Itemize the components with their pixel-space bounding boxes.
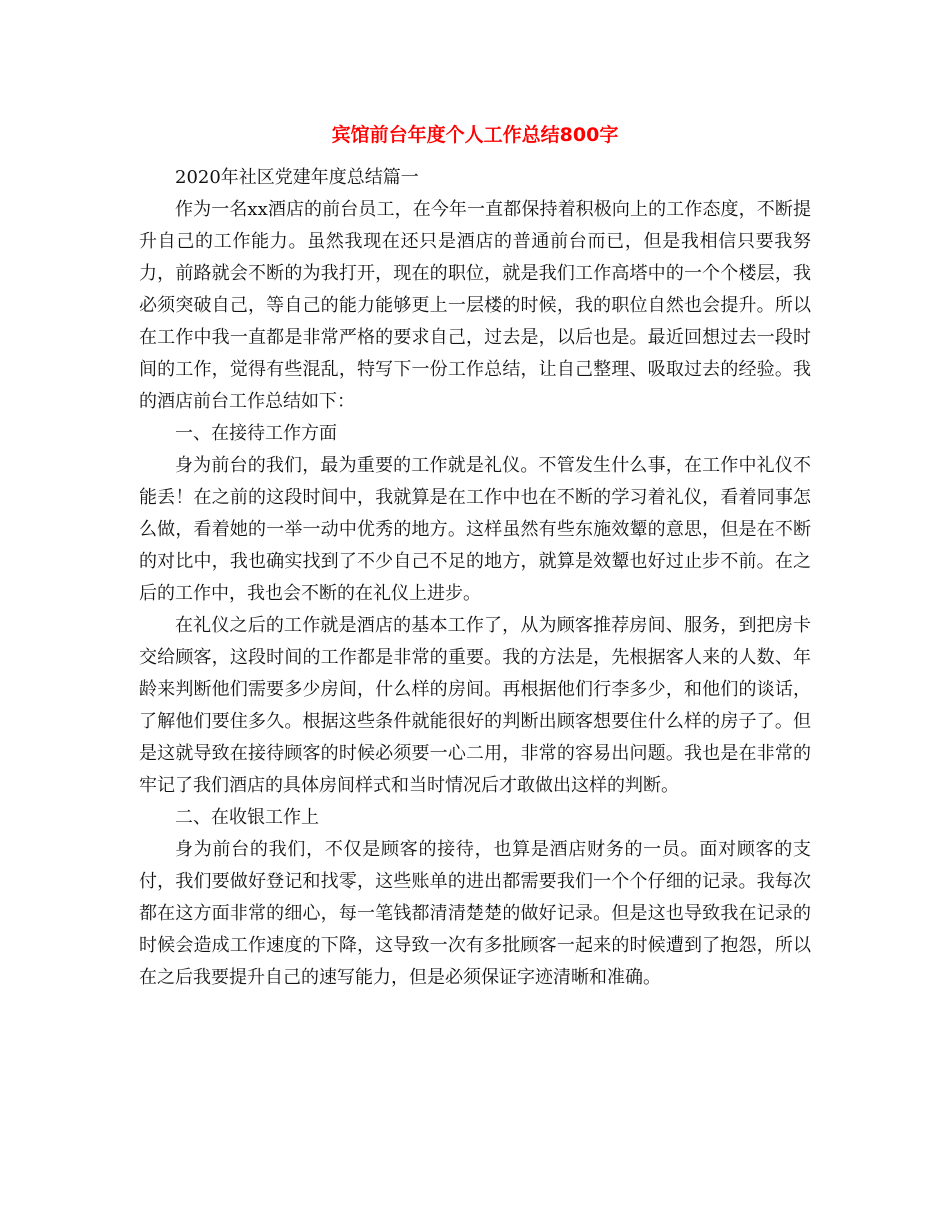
section-heading: 一、在接待工作方面 [175,423,337,444]
body-paragraph: 身为前台的我们，不仅是顾客的接待，也算是酒店财务的一员。面对顾客的支付，我们要做好登记和找零，这些账单的进出都需要我们一个个仔细的记录。我每次都在这方面非常的细心，每一笔钱都清清楚楚的做好记录。但是这也导致我在记录的时候会造成工作速度的下降，这导致一次有多批顾客一起来的时候遭到了抱怨，所以在之后我要提升自己的速写能力，但是必须保证字迹清晰和准确。 [139,839,811,988]
document-title: 宾馆前台年度个人工作总结800字 [331,124,619,146]
body-paragraph: 作为一名xx酒店的前台员工，在今年一直都保持着积极向上的工作态度，不断提升自己的工作能力。虽然我现在还只是酒店的普通前台而已，但是我相信只要我努力，前路就会不断的为我打开，现在的职位，就是我们工作高塔中的一个个楼层，我必须突破自己，等自己的能力能够更上一层楼的时候，我的职位自然也会提升。所以在工作中我一直都是非常严格的要求自己，过去是，以后也是。最近回想过去一段时间的工作，觉得有些混乱，特写下一份工作总结，让自己整理、吸取过去的经验。我的酒店前台工作总结如下： [139,199,811,412]
body-paragraph: 在礼仪之后的工作就是酒店的基本工作了，从为顾客推荐房间、服务，到把房卡交给顾客，这段时间的工作都是非常的重要。我的方法是，先根据客人来的人数、年龄来判断他们需要多少房间，什么样的房间。再根据他们行李多少，和他们的谈话，了解他们要住多久。根据这些条件就能很好的判断出顾客想要住什么样的房子了。但是这就导致在接待顾客的时候必须要一心二用，非常的容易出问题。我也是在非常的牢记了我们酒店的具体房间样式和当时情况后才敢做出这样的判断。 [139,615,811,796]
document-body [139,162,811,994]
body-paragraph: 身为前台的我们，最为重要的工作就是礼仪。不管发生什么事，在工作中礼仪不能丢！在之前的这段时间中，我就算是在工作中也在不断的学习着礼仪，看着同事怎么做，看着她的一举一动中优秀的地方。这样虽然有些东施效颦的意思，但是在不断的对比中，我也确实找到了不少自己不足的地方，就算是效颦也好过止步不前。在之后的工作中，我也会不断的在礼仪上进步。 [139,455,811,604]
section-heading: 二、在收银工作上 [175,807,319,828]
section-heading: 2020年社区党建年度总结篇一 [175,167,419,188]
